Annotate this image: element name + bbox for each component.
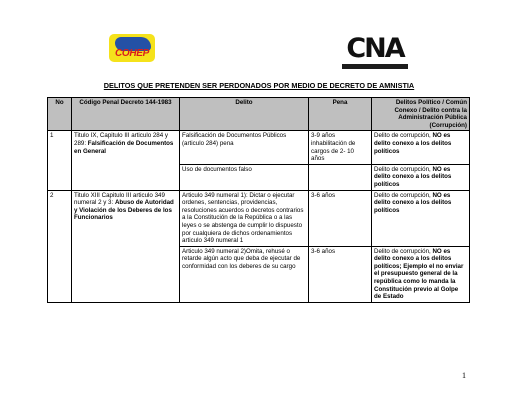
conexo-text: Delito de corrupción, [374, 191, 433, 199]
cohep-logo-text: COHEP [114, 48, 150, 59]
table-row [48, 190, 470, 246]
cohep-logo [109, 34, 155, 62]
header-codigo-penal: Código Penal Decreto 144-1983 [72, 98, 180, 131]
cna-logo-tagline-bar [342, 64, 408, 69]
page-number: 1 [462, 371, 466, 380]
table-header-row [48, 98, 470, 131]
header-pena: Pena [309, 98, 372, 131]
conexo-text: Delito de corrupción, [374, 132, 433, 140]
cna-logo-text: CNA [346, 33, 404, 64]
conexo-bold-text: NO es delito conexo a los delitos políticos [374, 191, 452, 214]
table-row [48, 131, 470, 164]
pena-cell: 3-6 años [309, 190, 372, 246]
conexo-cell [372, 131, 470, 164]
conexo-bold-text: NO es delito conexo a los delitos políticos [374, 165, 452, 188]
codigo-cell [72, 190, 180, 302]
codigo-cell [72, 131, 180, 190]
document-title: DELITOS QUE PRETENDEN SER PERDONADOS POR MEDIO DE DECRETO DE AMNISTIA [103, 81, 415, 90]
codigo-text: Titulo XIII Capitulo III articulo 349 numeral 2 y 3: [74, 191, 165, 207]
codigo-text: Titulo IX, Capitulo III articulo 284 y 289: [74, 132, 169, 147]
header-no: No [48, 98, 72, 131]
amnesty-crimes-table [47, 97, 470, 303]
delito-cell: Falsificación de Documentos Públicos (articulo 284) pena [180, 131, 309, 164]
row-number: 2 [48, 190, 72, 302]
conexo-cell [372, 190, 470, 246]
header-delito: Delito [180, 98, 309, 131]
conexo-bold-text: NO es delito conexo a los delitos políticos [374, 132, 452, 155]
delito-cell: Uso de documentos falso [180, 164, 309, 190]
cna-logo [340, 34, 410, 72]
pena-cell: 3-6 años [309, 246, 372, 302]
codigo-bold-text: Abuso de Autoridad y Violación de los Deberes de los Funcionarios [74, 199, 174, 222]
header-delito-conexo: Delitos Político / Común Conexo / Delito contra la Administración Pública (Corrupción) [372, 98, 470, 131]
conexo-cell [372, 164, 470, 190]
delito-cell: Articulo 349 numeral 1): Dictar o ejecutar ordenes, sentencias, providencias, resoluciones acuerdos o decretos contrarios a la Constitución de la República o a las leyes o se abstenga de cumplir lo dispuesto por cualquiera de dichos ordenamientos articulo 349 numeral 1 [180, 190, 309, 246]
conexo-bold-text: NO es delito conexo a los delitos políticos; Ejemplo el no enviar el presupuesto general de la república como lo manda la Constitución previo al Golpe de Estado [374, 247, 464, 301]
pena-cell [309, 164, 372, 190]
delito-cell: Articulo 349 numeral 2)Omita, rehusé o retarde algún acto que deba de ejecutar de conformidad con los deberes de su cargo [180, 246, 309, 302]
conexo-text: Delito de corrupción, [374, 247, 433, 255]
conexo-cell [372, 246, 470, 302]
conexo-text: Delito de corrupción, [374, 165, 433, 173]
codigo-bold-text: Falsificación de Documentos en General [74, 139, 174, 155]
row-number: 1 [48, 131, 72, 190]
pena-cell: 3-9 años inhabilitación de cargos de 2- 10 años [309, 131, 372, 164]
